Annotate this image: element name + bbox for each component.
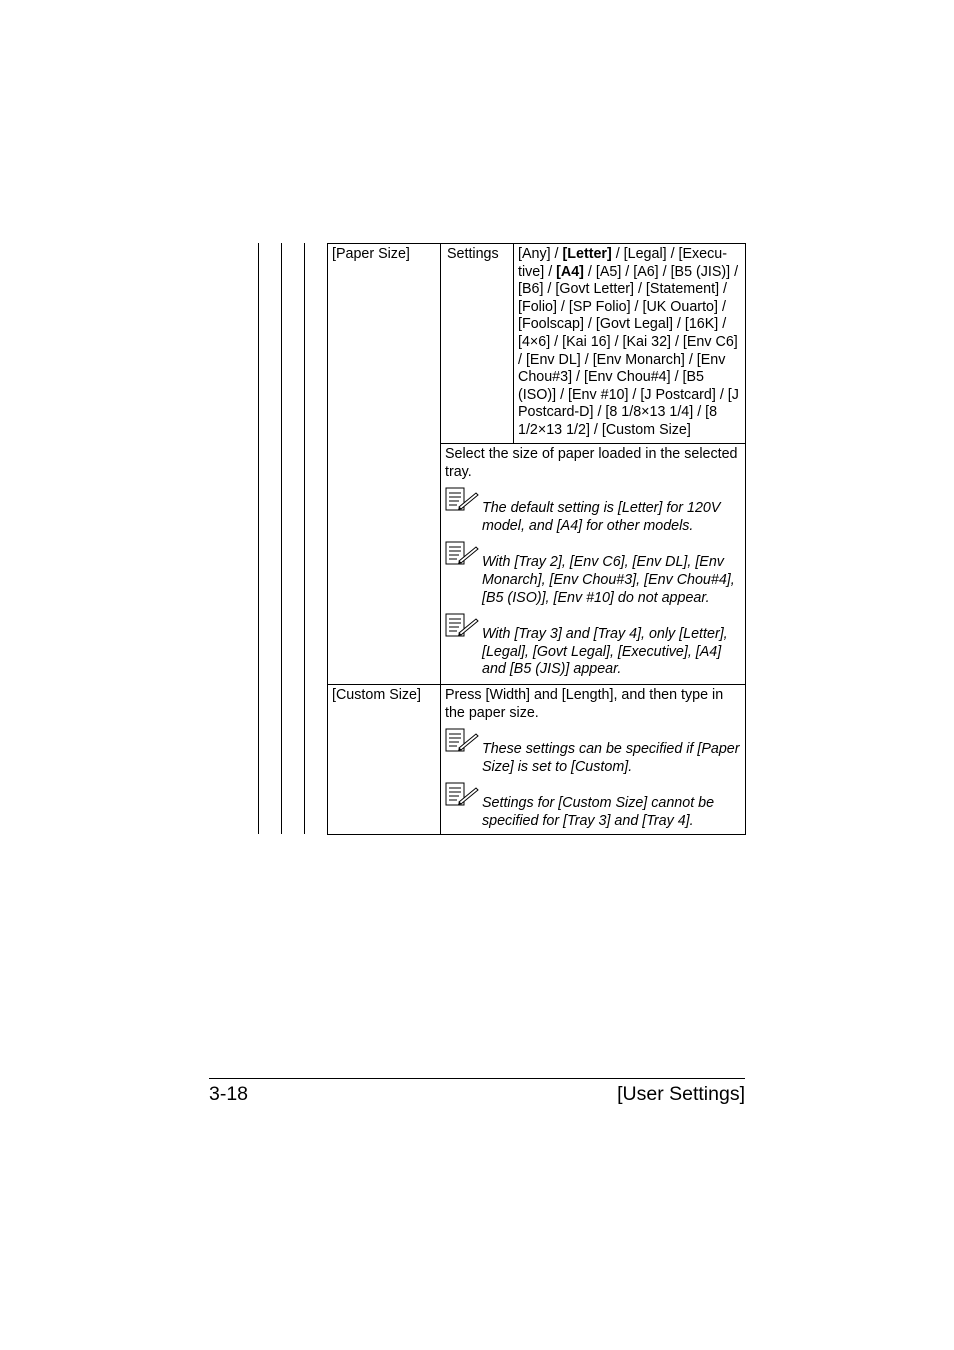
note-item xyxy=(441,554,745,607)
section-title: [User Settings] xyxy=(617,1083,745,1105)
paper-size-options xyxy=(514,244,745,440)
note-item xyxy=(441,741,745,776)
note-item xyxy=(441,500,745,535)
option-text-3: / [A5] / [A6] / [B5 (JIS)] / [B6] / [Govt Letter] / [Statement] / [Folio] / [SP Folio] / [UK Ouarto] / [Foolscap] / [Govt Legal] / [16K] / [4×6] / [Kai 16] / [Kai 32] / [Env C6] / [Env DL] / [Env Monarch] / [Env Chou#3] / [Env Chou#4] / [B5 (ISO)] / [Env #10] / [J Postcard] / [J Postcard-D] / [8 1/8×13 1/4] / [8 1/2×13 1/2] / [Custom Size] xyxy=(518,263,739,438)
note-pencil-icon xyxy=(445,728,479,752)
note-text: Settings for [Custom Size] cannot be specified for [Tray 3] and [Tray 4]. xyxy=(482,795,715,829)
footer-divider xyxy=(209,1078,745,1079)
note-text: These settings can be specified if [Paper Size] is set to [Custom]. xyxy=(482,741,740,775)
option-text-1: [Any] / xyxy=(518,246,563,262)
option-text-2: / [Legal] / [Execu-tive] / xyxy=(518,246,727,280)
page-number: 3-18 xyxy=(209,1083,249,1105)
hierarchy-line-2 xyxy=(281,243,282,834)
paper-size-description: Select the size of paper loaded in the selected tray. xyxy=(445,446,738,480)
settings-table xyxy=(327,243,746,835)
paper-size-description-cell xyxy=(440,444,745,685)
option-letter-default: [Letter] xyxy=(562,246,612,262)
note-item xyxy=(441,795,745,830)
note-text: With [Tray 3] and [Tray 4], only [Letter], [Legal], [Govt Legal], [Executive], [A4] and [B5 (JIS)] appear. xyxy=(482,626,728,678)
hierarchy-line-3 xyxy=(304,243,305,834)
custom-size-description-cell xyxy=(440,685,745,835)
settings-label-cell xyxy=(440,244,513,444)
paper-size-name-cell xyxy=(327,244,440,685)
paper-size-label: [Paper Size] xyxy=(332,246,410,262)
custom-size-label: [Custom Size] xyxy=(332,687,421,703)
note-text: With [Tray 2], [Env C6], [Env DL], [Env Monarch], [Env Chou#3], [Env Chou#4], [B5 (ISO)], [Env #10] do not appear. xyxy=(482,554,735,606)
paper-size-options-cell xyxy=(513,244,745,444)
custom-size-name-cell xyxy=(327,685,440,835)
note-text: The default setting is [Letter] for 120V model, and [A4] for other models. xyxy=(482,500,721,534)
note-pencil-icon xyxy=(445,541,479,565)
note-pencil-icon xyxy=(445,613,479,637)
note-item xyxy=(441,626,745,679)
note-pencil-icon xyxy=(445,782,479,806)
custom-size-description: Press [Width] and [Length], and then type in the paper size. xyxy=(445,687,724,721)
option-a4-default: [A4] xyxy=(556,263,584,280)
hierarchy-line-1 xyxy=(258,243,259,834)
settings-label: Settings xyxy=(447,246,499,262)
note-pencil-icon xyxy=(445,487,479,511)
